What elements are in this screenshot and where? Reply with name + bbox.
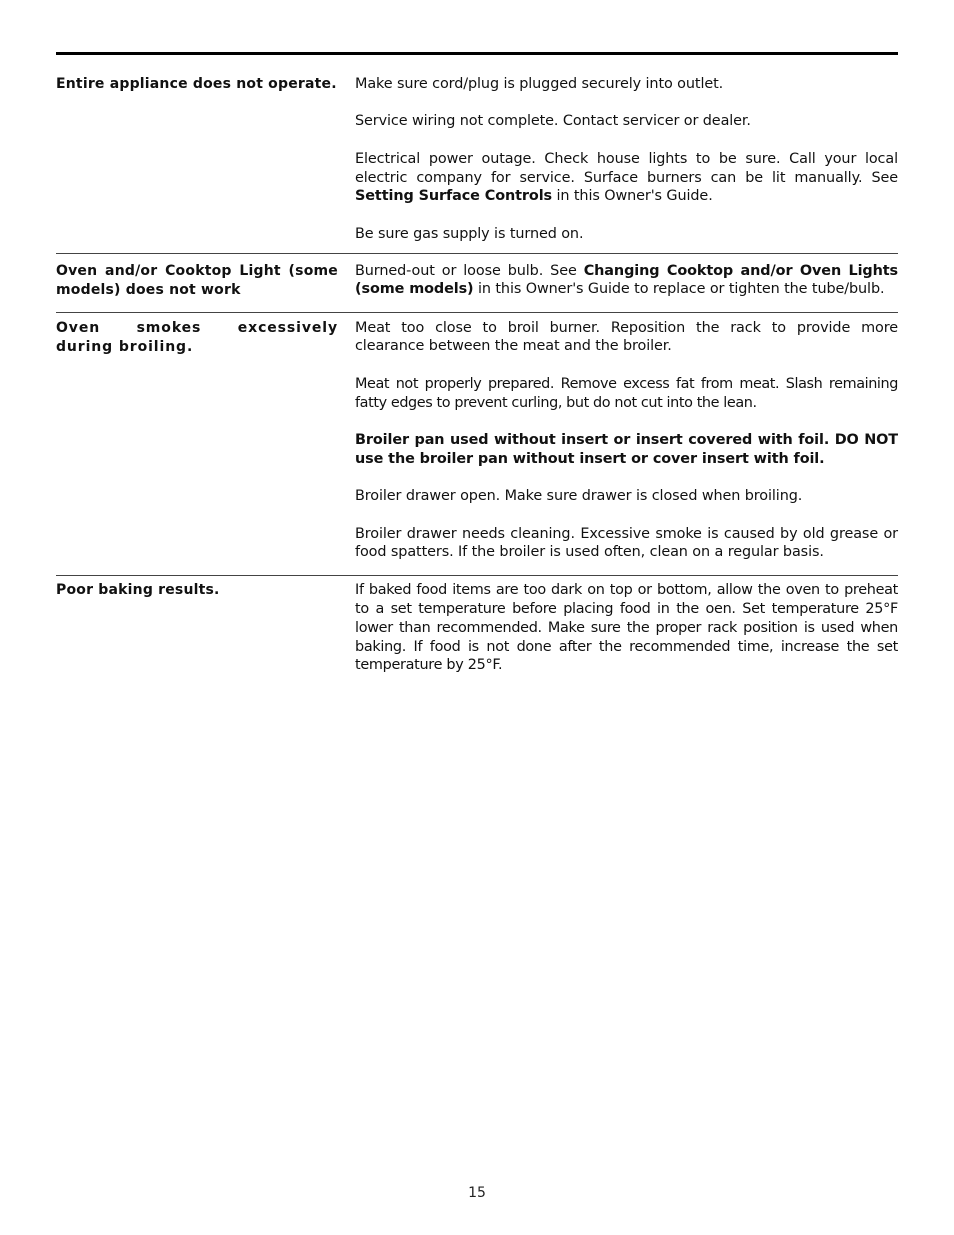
solution-cell (355, 319, 898, 563)
solution-bold-text: Setting Surface Controls (355, 188, 553, 205)
problem-label: Oven smokes excessively during broiling. (56, 319, 338, 355)
solution-text (355, 150, 898, 206)
solution-text: Meat too close to broil burner. Reposition the rack to provide more clearance between the meat and the broiler. (355, 319, 898, 355)
table-row (56, 575, 898, 675)
solution-text-part: Electrical power outage. Check house lights to be sure. Call your local electric company for service. Surface burners can be lit manually. See (355, 150, 898, 186)
solution-bold-text: Broiler pan used without insert or insert covered with foil. DO NOT use the broiler pan without insert or cover insert with foil. (355, 431, 898, 467)
solution-cell (355, 581, 898, 675)
troubleshooting-table (56, 52, 898, 675)
page-number: 15 (468, 1185, 486, 1201)
solution-text: Make sure cord/plug is plugged securely into outlet. (355, 76, 724, 92)
solution-text: If baked food items are too dark on top or bottom, allow the oven to preheat to a set temperature before placing food in the oen. Set temperature 25°F lower than recommended. Make sure the proper rack position is used when baking. If food is not done after the recommended time, increase the set temperature by 25°F. (355, 582, 898, 674)
solution-cell (355, 262, 898, 300)
solution-text: Be sure gas supply is turned on. (355, 225, 584, 242)
problem-label: Poor baking results. (56, 582, 220, 599)
solution-text-part: in this Owner's Guide. (552, 188, 713, 205)
solution-text: Broiler drawer open. Make sure drawer is closed when broiling. (355, 488, 803, 505)
problem-label: Oven and/or Cooktop Light (some models) does not work (56, 262, 338, 298)
table-row (56, 55, 898, 253)
solution-text: Service wiring not complete. Contact servicer or dealer. (355, 113, 751, 130)
solution-text-part: in this Owner's Guide to replace or tighten the tube/bulb. (473, 281, 885, 298)
solution-text (355, 262, 898, 300)
solution-bold-text: Changing Cooktop and/or Oven Lights (some models) (355, 262, 898, 298)
table-row (56, 312, 898, 576)
solution-text: Broiler drawer needs cleaning. Excessive smoke is caused by old grease or food spatters. If the broiler is used often, clean on a regular basis. (355, 525, 898, 561)
solution-cell (355, 75, 898, 244)
solution-text-part: Burned-out or loose bulb. See (355, 262, 584, 279)
solution-text: Meat not properly prepared. Remove excess fat from meat. Slash remaining fatty edges to prevent curling, but do not cut into the lean. (355, 375, 898, 411)
table-row (56, 253, 898, 312)
problem-label: Entire appliance does not operate. (56, 76, 337, 92)
